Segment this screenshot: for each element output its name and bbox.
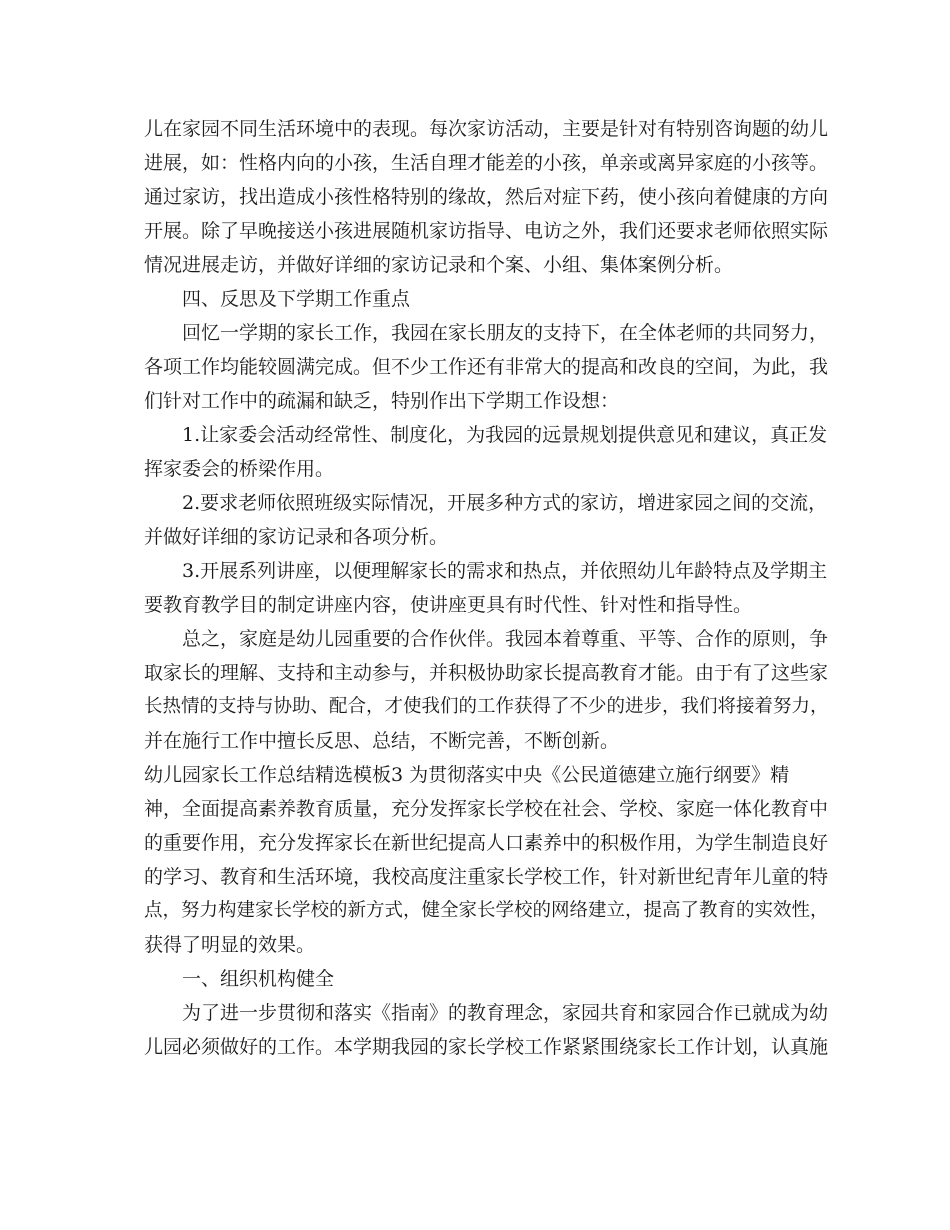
- text-line: 情况进展走访，并做好详细的家访记录和个案、小组、集体案例分析。: [144, 254, 734, 276]
- text-line: 四、反思及下学期工作重点: [182, 288, 411, 310]
- document-page: [144, 112, 834, 1064]
- text-line: 进展，如：性格内向的小孩，生活自理才能差的小孩，单亲或离异家庭的小孩等。: [144, 152, 829, 174]
- text-line: 的学习、教育和生活环境，我校高度注重家长学校工作，针对新世纪青年儿童的特: [144, 866, 829, 888]
- text-line: 的重要作用，充分发挥家长在新世纪提高人口素养中的积极作用，为学生制造良好: [144, 832, 829, 854]
- text-line: 儿在家园不同生活环境中的表现。每次家访活动，主要是针对有特别咨询题的幼儿: [144, 118, 829, 140]
- text-line: 通过家访，找出造成小孩性格特别的缘故，然后对症下药，使小孩向着健康的方向: [144, 186, 829, 208]
- text-line: 取家长的理解、支持和主动参与，并积极协助家长提高教育才能。由于有了这些家: [144, 662, 829, 684]
- text-line: 挥家委会的桥梁作用。: [144, 458, 335, 480]
- text-line: 2.要求老师依照班级实际情况，开展多种方式的家访，增进家园之间的交流，: [182, 492, 828, 514]
- text-line: 回忆一学期的家长工作，我园在家长朋友的支持下，在全体老师的共同努力，: [182, 322, 829, 344]
- text-line: 开展。除了早晚接送小孩进展随机家访指导、电访之外，我们还要求老师依照实际: [144, 220, 829, 242]
- text-line: 要教育教学目的制定讲座内容，使讲座更具有时代性、针对性和指导性。: [144, 594, 753, 616]
- text-line: 儿园必须做好的工作。本学期我园的家长学校工作紧紧围绕家长工作计划，认真施: [144, 1036, 829, 1058]
- text-line: 们针对工作中的疏漏和缺乏，特别作出下学期工作设想：: [144, 390, 620, 412]
- text-line: 点，努力构建家长学校的新方式，健全家长学校的网络建立，提高了教育的实效性，: [144, 900, 829, 921]
- text-line: 神，全面提高素养教育质量，充分发挥家长学校在社会、学校、家庭一体化教育中: [144, 798, 829, 820]
- text-line: 总之，家庭是幼儿园重要的合作伙伴。我园本着尊重、平等、合作的原则，争: [182, 628, 829, 650]
- text-line: 为了进一步贯彻和落实《指南》的教育理念，家园共育和家园合作已就成为幼: [182, 1002, 829, 1024]
- text-line: 获得了明显的效果。: [144, 934, 316, 956]
- text-line: 1.让家委会活动经常性、制度化，为我园的远景规划提供意见和建议，真正发: [182, 424, 828, 446]
- text-line: 幼儿园家长工作总结精选模板3 为贯彻落实中央《公民道德建立施行纲要》精: [144, 764, 790, 786]
- text-line: 并做好详细的家访记录和各项分析。: [144, 526, 449, 548]
- text-line: 长热情的支持与协助、配合，才使我们的工作获得了不少的进步，我们将接着努力，: [144, 696, 829, 717]
- text-line: 各项工作均能较圆满完成。但不少工作还有非常大的提高和改良的空间，为此，我: [144, 356, 829, 378]
- text-line: 并在施行工作中擅长反思、总结，不断完善，不断创新。: [144, 730, 620, 752]
- text-line: 一、组织机构健全: [182, 968, 335, 990]
- text-line: 3.开展系列讲座，以便理解家长的需求和热点，并依照幼儿年龄特点及学期主: [182, 560, 828, 582]
